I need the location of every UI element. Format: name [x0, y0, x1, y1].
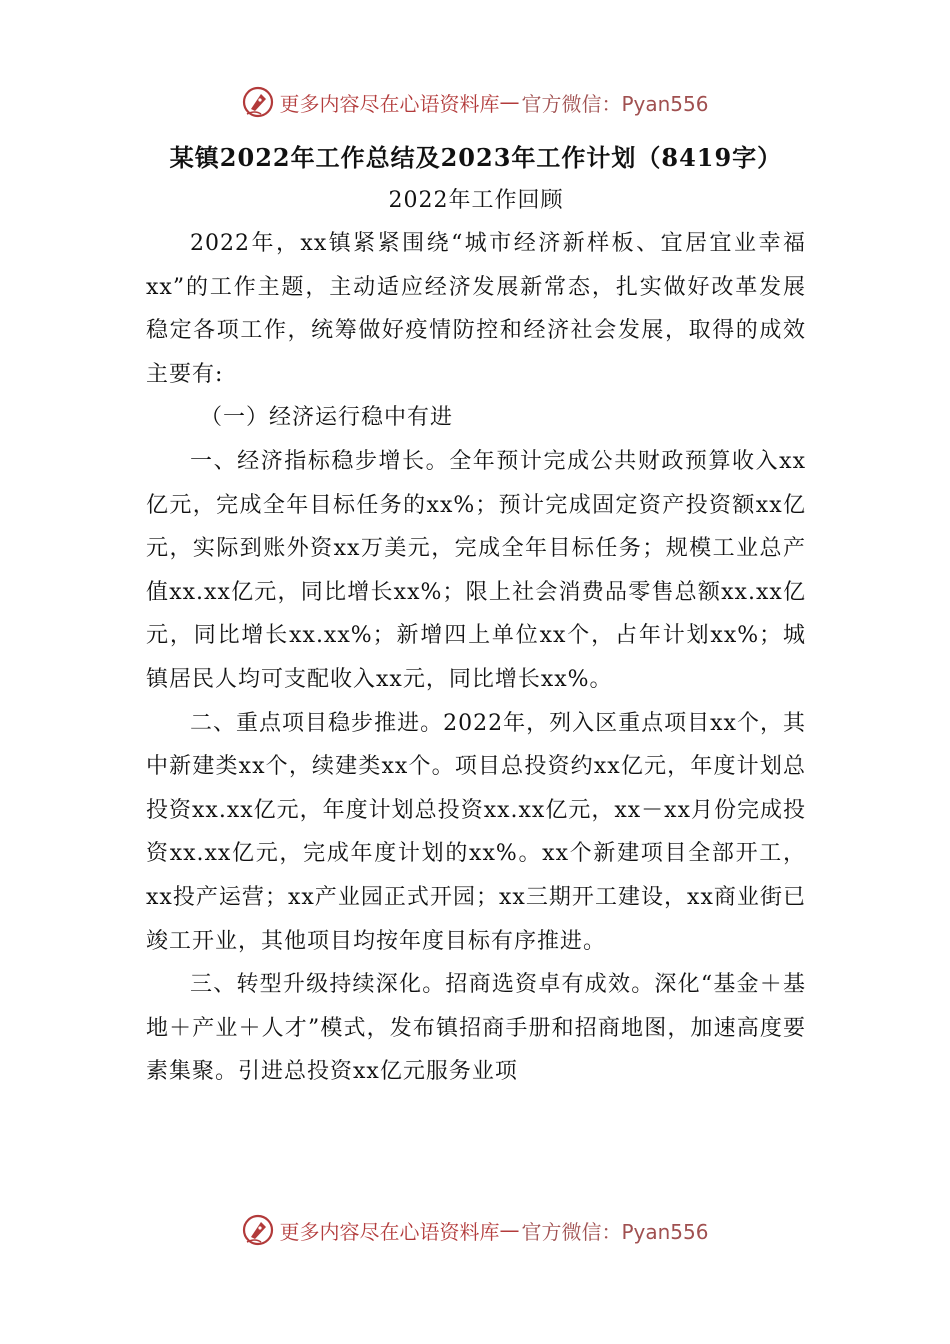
paragraph-economic-indicators: 一、经济指标稳步增长。全年预计完成公共财政预算收入xx亿元，完成全年目标任务的xx%；预计完成固定资产投资额xx亿元，实际到账外资xx万美元，完成全年目标任务；规模工业总产值xx.xx亿元，同比增长xx%；限上社会消费品零售总额xx.xx亿元，同比增长xx.xx%；新增四上单位xx个，占年计划xx%；城镇居民人均可支配收入xx元，同比增长xx%。	[146, 448, 806, 692]
header-banner	[0, 82, 950, 122]
document-subtitle: 2022年工作回顾	[388, 188, 564, 213]
banner-tail: 官方微信：Pyan556	[521, 91, 709, 116]
intro-paragraph: 2022年，xx镇紧紧围绕“城市经济新样板、宜居宜业幸福xx”的工作主题，主动适应经济发展新常态，扎实做好改革发展稳定各项工作，统筹做好疫情防控和经济社会发展，取得的成效主要有:	[146, 231, 806, 387]
banner-dash: —	[499, 1218, 520, 1242]
pen-nib-circle-icon	[241, 85, 275, 119]
section-heading: （一）经济运行稳中有进	[200, 405, 454, 431]
document-title: 某镇2022年工作总结及2023年工作计划（8419字）	[169, 143, 783, 172]
banner-text: 更多内容尽在心语资料库	[279, 91, 500, 116]
banner-tail: 官方微信：Pyan556	[521, 1219, 709, 1244]
pen-nib-circle-icon	[241, 1213, 275, 1247]
paragraph-key-projects: 二、重点项目稳步推进。2022年，列入区重点项目xx个，其中新建类xx个，续建类xx个。项目总投资约xx亿元，年度计划总投资xx.xx亿元，年度计划总投资xx.xx亿元，xx－xx月份完成投资xx.xx亿元，完成年度计划的xx%。xx个新建项目全部开工，xx投产运营；xx产业园正式开园；xx三期开工建设，xx商业街已竣工开业，其他项目均按年度目标有序推进。	[146, 710, 806, 954]
footer-banner	[0, 1210, 950, 1250]
banner-dash: —	[499, 90, 520, 114]
paragraph-transformation: 三、转型升级持续深化。招商选资卓有成效。深化“基金＋基地＋产业＋人才”模式，发布镇招商手册和招商地图，加速高度要素集聚。引进总投资xx亿元服务业项	[146, 972, 806, 1085]
banner-text: 更多内容尽在心语资料库	[279, 1219, 500, 1244]
document-body	[146, 136, 806, 1094]
